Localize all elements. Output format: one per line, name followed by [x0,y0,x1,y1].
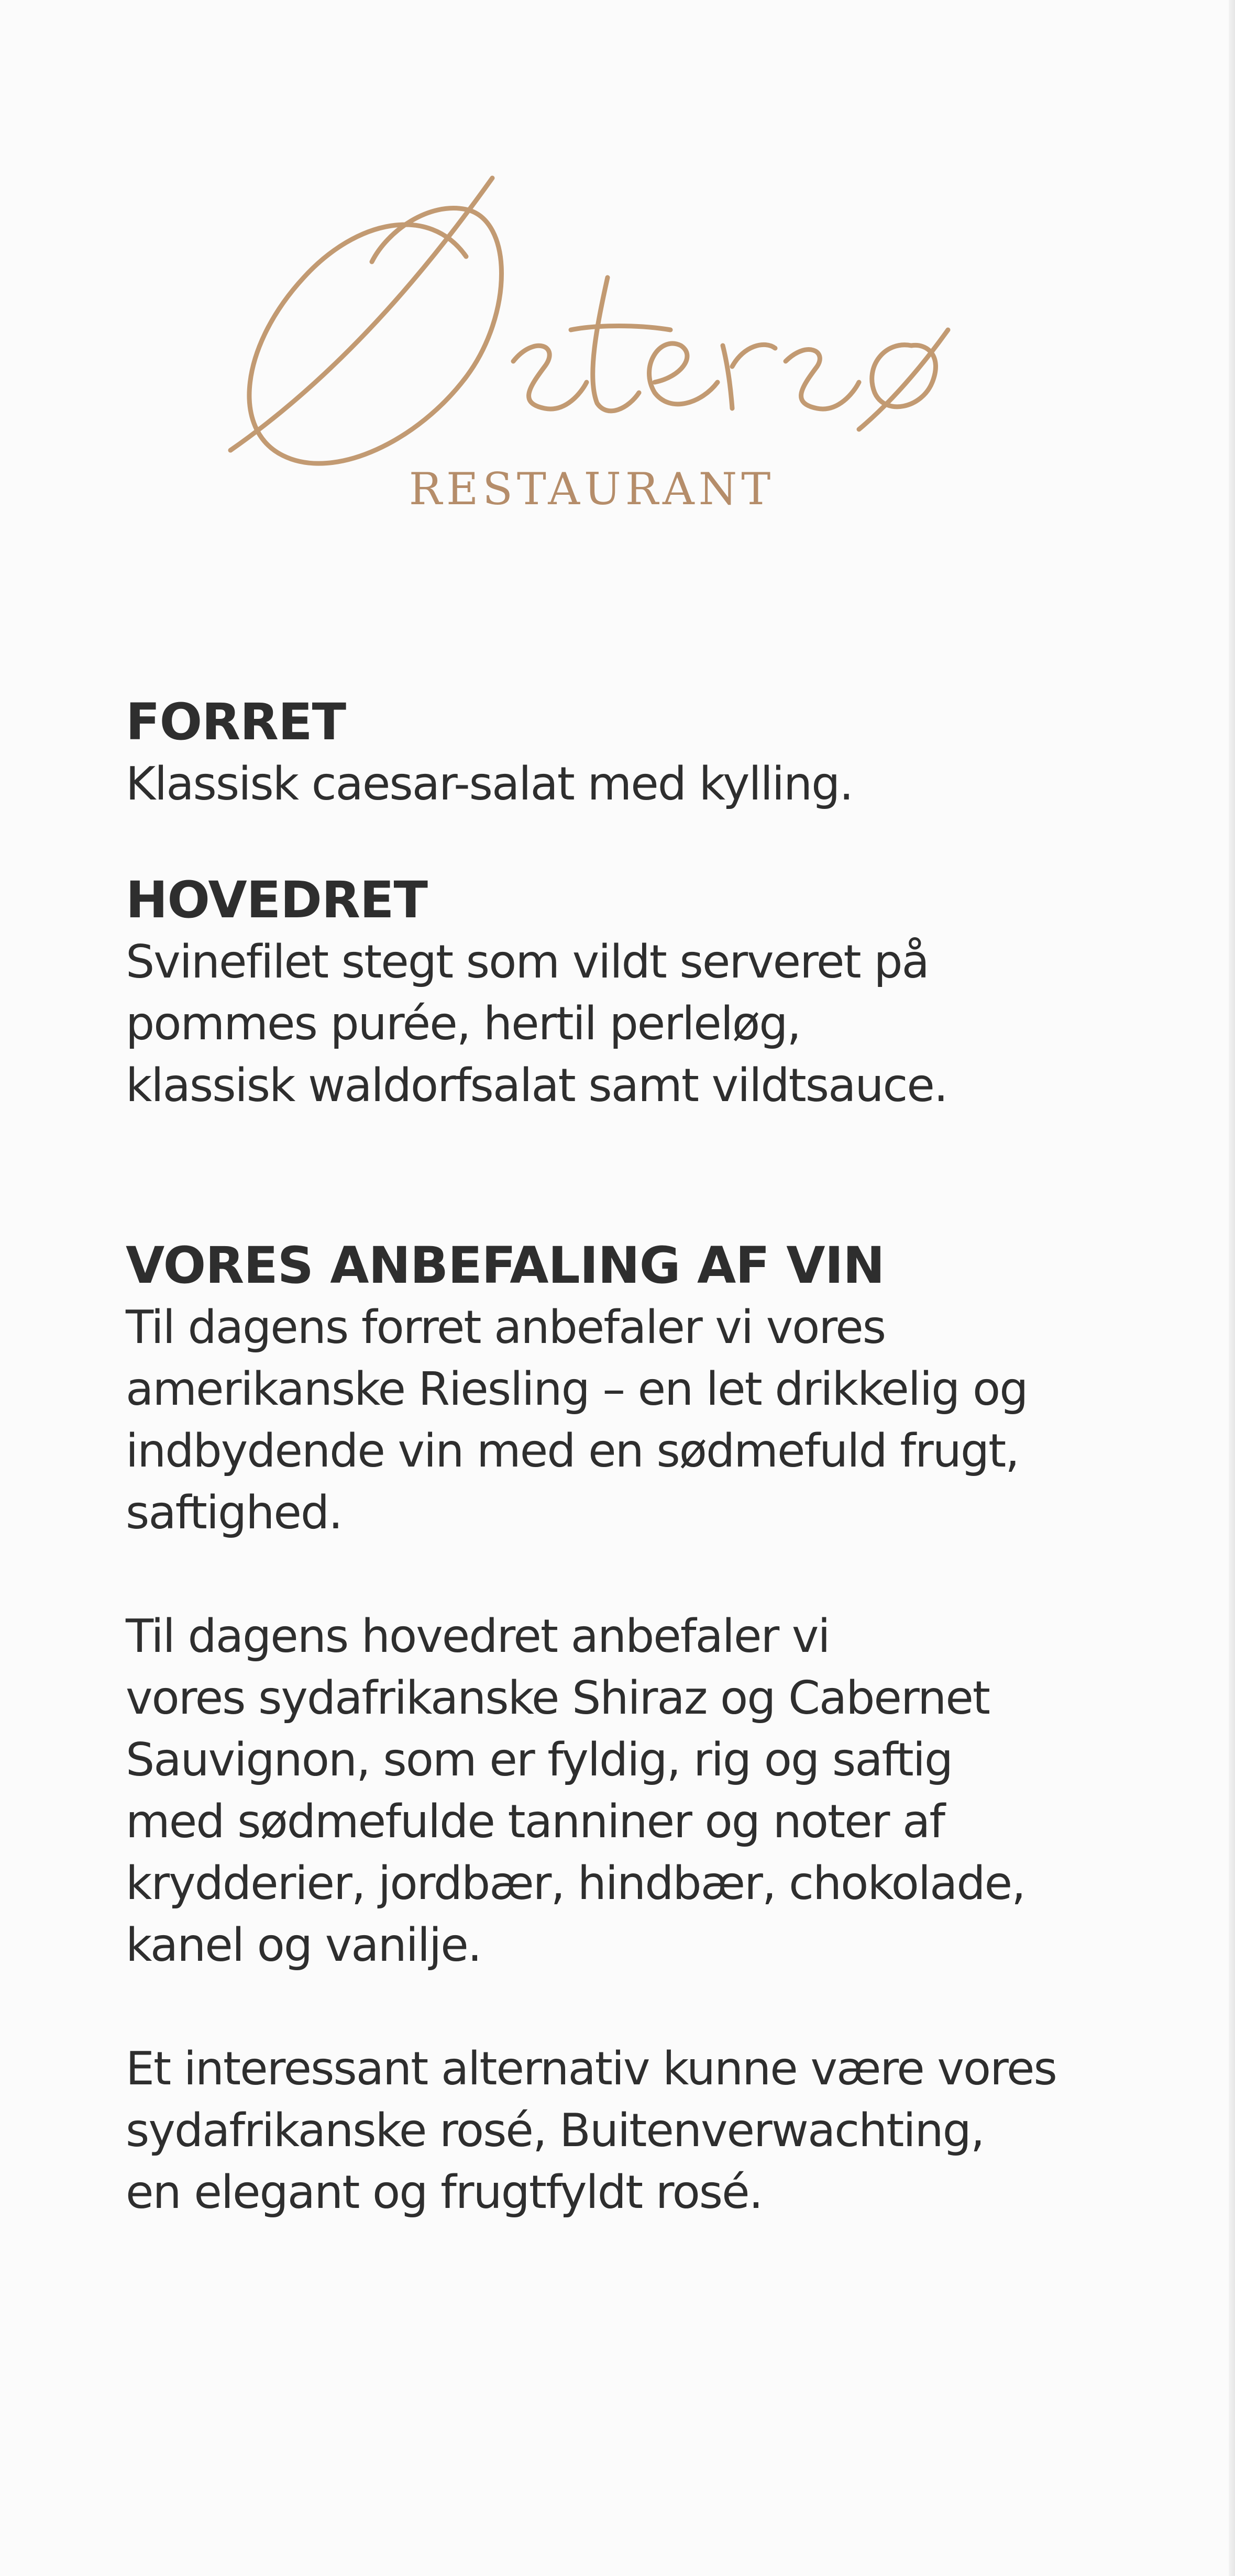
script-logo-mark [220,157,964,471]
wine-line: Et interessant alternativ kunne være vores [126,2042,1056,2095]
main-course-section [126,869,1163,1116]
logo-subtitle: RESTAURANT [409,463,775,515]
wine-line: med sødmefulde tanniner og noter af [126,1795,944,1848]
wine-line: vores sydafrikanske Shiraz og Cabernet [126,1671,989,1725]
wine-line: kanel og vanilje. [126,1918,481,1972]
main-course-heading: HOVEDRET [126,871,427,929]
wine-paragraph-alternative [126,2038,1163,2223]
wine-line: sydafrikanske rosé, Buitenverwachting, [126,2104,984,2157]
wine-line: Til dagens hovedret anbefaler vi [126,1609,830,1663]
wine-paragraph-starter [126,1296,1163,1544]
wine-line: krydderier, jordbær, hindbær, chokolade, [126,1857,1025,1910]
main-course-line: Svinefilet stegt som vildt serveret på [126,935,929,989]
wine-heading: VORES ANBEFALING AF VIN [126,1236,885,1295]
starter-line: Klassisk caesar-salat med kylling. [126,757,853,810]
main-course-line: klassisk waldorfsalat samt vildtsauce. [126,1059,947,1112]
starter-heading: FORRET [126,693,346,751]
restaurant-logo [220,157,964,534]
wine-line: saftighed. [126,1486,342,1539]
menu-content [126,691,1163,2223]
wine-section [126,1235,1163,2223]
starter-section [126,691,1163,815]
wine-paragraph-main [126,1605,1163,1976]
wine-line: amerikanske Riesling – en let drikkelig og [126,1362,1028,1416]
wine-line: Sauvignon, som er fyldig, rig og saftig [126,1733,953,1786]
main-course-line: pommes purée, hertil perleløg, [126,997,801,1050]
wine-line: indbydende vin med en sødmefuld frugt, [126,1424,1019,1478]
paper-edge [1229,0,1235,2576]
wine-line: Til dagens forret anbefaler vi vores [126,1301,886,1354]
wine-line: en elegant og frugtfyldt rosé. [126,2166,763,2219]
